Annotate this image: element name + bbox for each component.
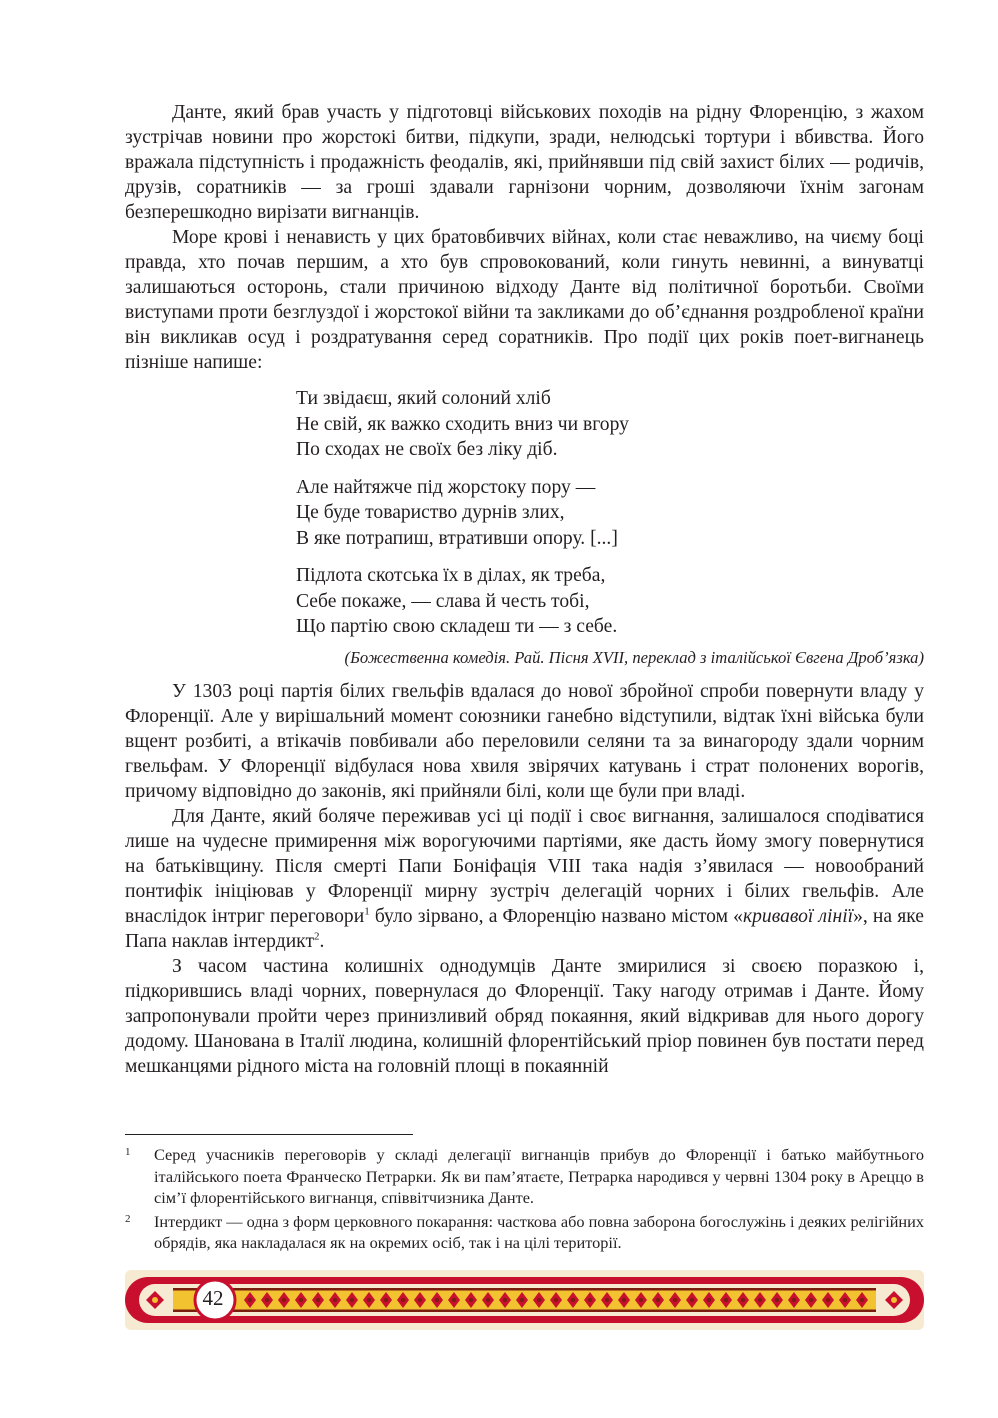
poem-line: Себе покаже, — слава й честь тобі, (296, 590, 590, 612)
paragraph-3: У 1303 році партія білих гвельфів вдалася до нової збройної спроби повернути владу у Флоренції. Але у вирішальний момент союзники ганебно відступили, відтак їхні війська були вщент розбиті, а втікачів повбивали або переловили селяни та за винагороду здали чорним гвельфам. У Флоренції відбулася нова хвиля звірячих катувань і страт полонених ворогів, причому відповідно до законів, які прийняли білі, коли ще були при владі. (125, 680, 924, 802)
poem-line: Що партію свою складеш ти — з себе. (296, 616, 618, 637)
footnote-number: 1 (125, 1146, 131, 1158)
poem-stanza-1 (296, 386, 924, 463)
poem-line: Підлота скотська їх в ділах, як треба, (296, 565, 606, 586)
poem-line: Ти звідаєш, який солоний хліб (296, 388, 551, 409)
footnotes (125, 1144, 924, 1256)
poem-quote (296, 386, 924, 640)
poem-line: По сходах не своїх без ліку діб. (296, 439, 558, 460)
paragraph-1: Данте, який брав участь у підготовці військових походів на рідну Флоренцію, з жахом зустрічав новини про жорстокі битви, підкупи, зради, нелюдські тортури і вбивства. Його вражала підступність і продажність феодалів, які, прийнявши під свій захист білих — родичів, друзів, соратників — за гроші здавали гарнізони чорним, дозволяючи їхнім загонам безперешкодно вирізати вигнанців. (125, 102, 924, 223)
footnote-ref-1[interactable]: 1 (364, 904, 370, 917)
page-number: 42 (202, 1286, 224, 1310)
paragraph-4-text: було зірвано, а Флоренцію названо містом « (369, 905, 743, 927)
poem-line: Не свій, як важко сходить вниз чи вгору (296, 413, 629, 435)
footnote-ref-2[interactable]: 2 (314, 929, 320, 942)
italic-phrase: кривавої лінії (742, 905, 854, 927)
poem-stanza-3 (296, 563, 924, 640)
ornament-border (125, 1270, 924, 1330)
poem-citation: (Божественна комедія. Рай. Пісня XVII, переклад з італійської Євгена Дроб’язка) (344, 647, 924, 667)
poem-stanza-2 (296, 475, 924, 552)
footnote-text: Серед учасників переговорів у складі делегації вигнанців прибув до Флоренції і батько майбутнього італійського поета Франческо Петрарки. Як ви пам’ятаєте, Петрарка народився у червні 1304 року в Ареццо в сім’ї флорентійського вигнанця, співвітчизника Данте. (154, 1145, 924, 1207)
paragraph-2: Море крові і ненависть у цих братовбивчих війнах, коли стає неважливо, на чиєму боці правда, хто почав першим, а хто був спровокований, коли гинуть невинні, а винуватці залишаються осторонь, стали причиною відходу Данте від політичної боротьби. Своїми виступами проти безглуздої і жорстокої війни та закликами до об’єднання роздробленої країни він викликав осуд і роздратування серед соратників. Про події цих років поет-вигнанець пізніше напише: (125, 227, 924, 373)
poem-line: Але найтяжче під жорстоку пору — (296, 476, 596, 498)
paragraph-4-text: Для Данте, який боляче переживав усі ці події і своє вигнання, залишалося сподіватися лише на чудесне примирення між ворогуючими партіями, яке дасть йому змогу повернутися на батьківщину. Після смерті Папи Боніфація VIII така надія з’явилася — новообраний понтифік ініціював у Флоренції мирну зустріч делегацій чорних і білих гвельфів. Але внаслідок інтриг переговори (125, 805, 924, 927)
ornament-band-icon (125, 1270, 924, 1330)
paragraph-4 (125, 804, 924, 954)
footnote-2 (125, 1211, 924, 1254)
poem-line: В яке потрапиш, втративши опору. [...] (296, 527, 618, 549)
poem-line: Це буде товариство дурнів злих, (296, 502, 565, 523)
paragraph-5: З часом частина колишніх однодумців Данте змирилися зі своєю поразкою і, підкорившись владі чорних, повернулася до Флоренції. Таку нагоду отримав і Данте. Йому запропонували пройти через принизливий обряд покаяння, який відкривав для нього дорогу додому. Шанована в Італії людина, колишній флорентійський пріор повинен був постати перед мешканцями рідного міста на головній площі в покаянній (125, 955, 924, 1077)
footnote-1 (125, 1144, 924, 1209)
main-text (125, 100, 924, 1079)
paragraph-4-text: . (319, 930, 325, 952)
footnote-number: 2 (125, 1212, 131, 1225)
footnote-text: Інтердикт — одна з форм церковного покарання: часткова або повна заборона богослужінь і деяких релігійних обрядів, яка накладалася як на окремих осіб, так і на цілі території. (154, 1211, 924, 1252)
paragraph-4-text: », на яке Папа наклав інтердикт (125, 905, 924, 952)
footnote-divider (125, 1134, 413, 1135)
